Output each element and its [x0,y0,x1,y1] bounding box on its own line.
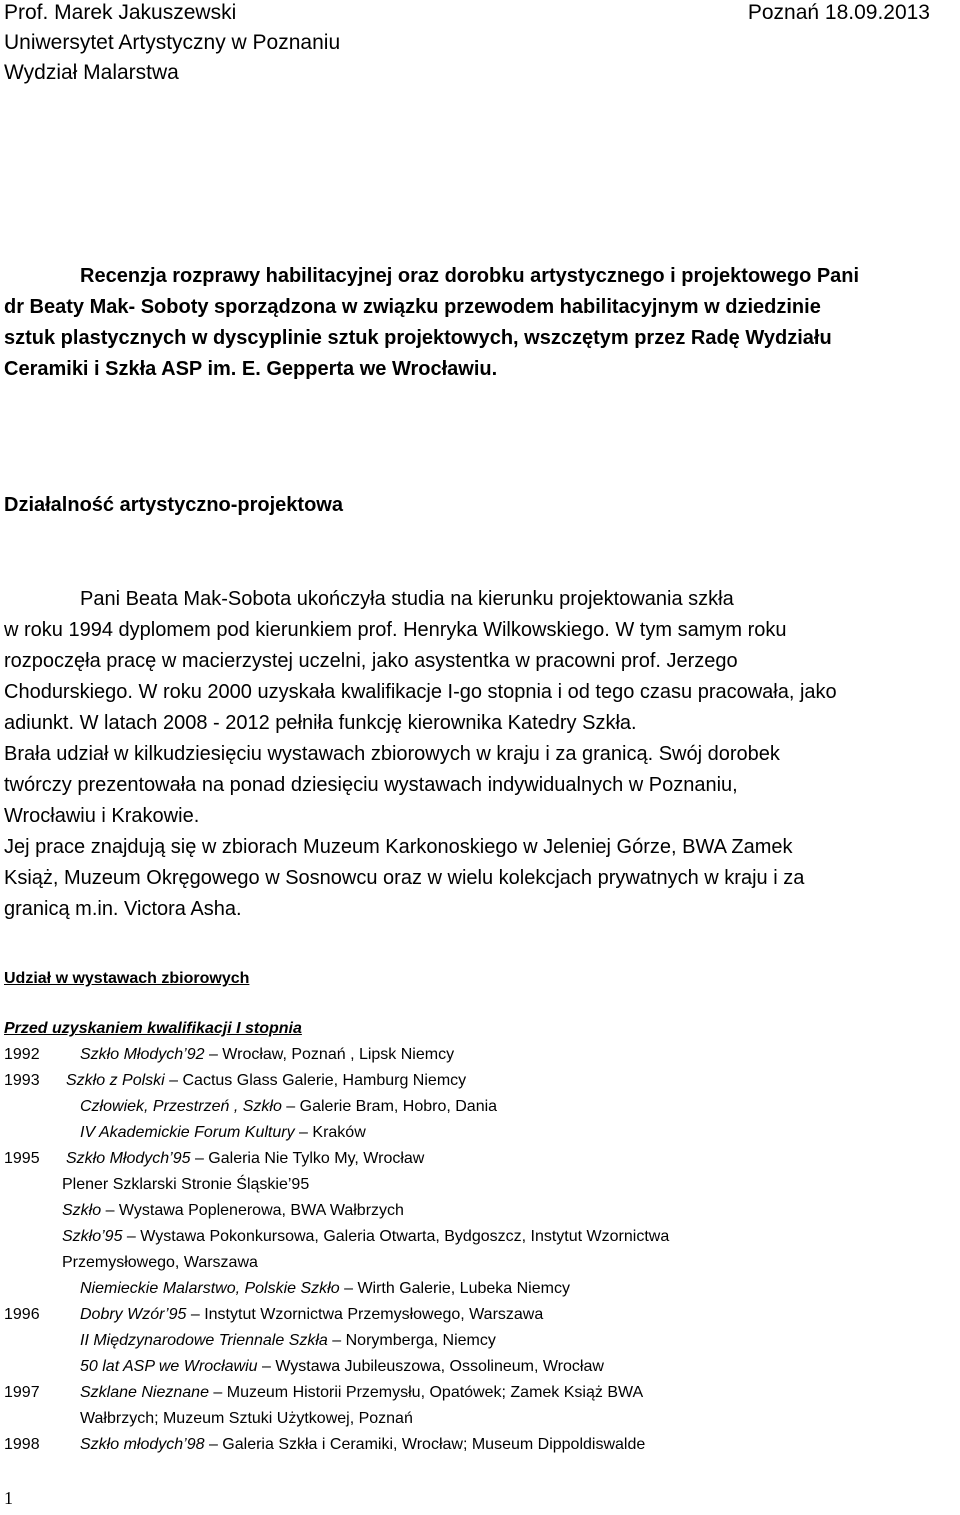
paragraph-line: Książ, Muzeum Okręgowego w Sosnowcu oraz w wielu kolekcjach prywatnych w kraju i za [4,867,805,889]
title-line: Ceramiki i Szkła ASP im. E. Gepperta we Wrocławiu. [4,358,498,380]
exhibition-entry: Szkło Młodych’95 – Galeria Nie Tylko My, Wrocław [66,1150,425,1167]
university-name: Uniwersytet Artystyczny w Poznaniu [4,31,341,54]
exhibition-year: 1992 [4,1046,40,1063]
subheading-before-qualification: Przed uzyskaniem kwalifikacji I stopnia [4,1020,302,1037]
paragraph-line: Chodurskiego. W roku 2000 uzyskała kwalifikacje I-go stopnia i od tego czasu pracowała, jako [4,681,837,703]
exhibition-entry: IV Akademickie Forum Kultury – Kraków [80,1124,366,1141]
exhibition-entry: 50 lat ASP we Wrocławiu – Wystawa Jubileuszowa, Ossolineum, Wrocław [80,1358,604,1375]
title-line: Recenzja rozprawy habilitacyjnej oraz dorobku artystycznego i projektowego Pani [80,265,860,287]
exhibition-entry: Szkło z Polski – Cactus Glass Galerie, Hamburg Niemcy [66,1072,467,1089]
faculty-name: Wydział Malarstwa [4,61,179,84]
exhibition-entry: Szkło młodych’98 – Galeria Szkła i Ceramiki, Wrocław; Museum Dippoldiswalde [80,1436,646,1453]
author-name: Prof. Marek Jakuszewski [4,1,237,24]
paragraph-line: twórczy prezentowała na ponad dziesięciu wystawach indywidualnych w Poznaniu, [4,774,738,796]
exhibition-year: 1998 [4,1436,40,1453]
page-number: 1 [4,1488,13,1508]
exhibition-entry: Człowiek, Przestrzeń , Szkło – Galerie Bram, Hobro, Dania [80,1098,498,1115]
exhibition-entry: Niemieckie Malarstwo, Polskie Szkło – Wirth Galerie, Lubeka Niemcy [80,1280,570,1297]
section-heading-group-exhibitions: Udział w wystawach zbiorowych [4,970,250,987]
paragraph-line: granicą m.in. Victora Asha. [4,898,242,920]
exhibition-entry: Szkło – Wystawa Poplenerowa, BWA Wałbrzych [62,1202,404,1219]
paragraph-line: Brała udział w kilkudziesięciu wystawach zbiorowych w kraju i za granicą. Swój dorobek [4,743,780,765]
exhibition-entry: Wałbrzych; Muzeum Sztuki Użytkowej, Poznań [80,1410,413,1427]
exhibition-entry: Przemysłowego, Warszawa [62,1254,258,1271]
place-date: Poznań 18.09.2013 [747,1,930,24]
paragraph-line: Jej prace znajdują się w zbiorach Muzeum Karkonoskiego w Jeleniej Górze, BWA Zamek [4,836,793,858]
exhibition-entry: Szkło’95 – Wystawa Pokonkursowa, Galeria Otwarta, Bydgoszcz, Instytut Wzornictwa [62,1228,670,1245]
paragraph-line: w roku 1994 dyplomem pod kierunkiem prof. Henryka Wilkowskiego. W tym samym roku [4,619,787,641]
paragraph-line: adiunkt. W latach 2008 - 2012 pełniła funkcję kierownika Katedry Szkła. [4,712,637,734]
exhibition-year: 1997 [4,1384,40,1401]
paragraph-line: Wrocławiu i Krakowie. [4,805,200,827]
exhibition-entry: Szkło Młodych’92 – Wrocław, Poznań , Lipsk Niemcy [80,1046,455,1063]
exhibition-entry: Dobry Wzór’95 – Instytut Wzornictwa Przemysłowego, Warszawa [80,1306,544,1323]
title-line: sztuk plastycznych w dyscyplinie sztuk projektowych, wszczętym przez Radę Wydziału [4,327,832,349]
section-heading-activity: Działalność artystyczno-projektowa [4,494,343,516]
exhibition-entry: Plener Szklarski Stronie Śląskie’95 [62,1176,310,1193]
paragraph-line: Pani Beata Mak-Sobota ukończyła studia na kierunku projektowania szkła [80,588,734,610]
exhibition-year: 1996 [4,1306,40,1323]
exhibition-entry: Szklane Nieznane – Muzeum Historii Przemysłu, Opatówek; Zamek Książ BWA [80,1384,644,1401]
exhibition-year: 1995 [4,1150,40,1167]
exhibition-year: 1993 [4,1072,40,1089]
paragraph-line: rozpoczęła pracę w macierzystej uczelni, jako asystentka w pracowni prof. Jerzego [4,650,738,672]
title-line: dr Beaty Mak- Soboty sporządzona w związku przewodem habilitacyjnym w dziedzinie [4,296,821,318]
exhibition-entry: II Międzynarodowe Triennale Szkła – Norymberga, Niemcy [80,1332,496,1349]
